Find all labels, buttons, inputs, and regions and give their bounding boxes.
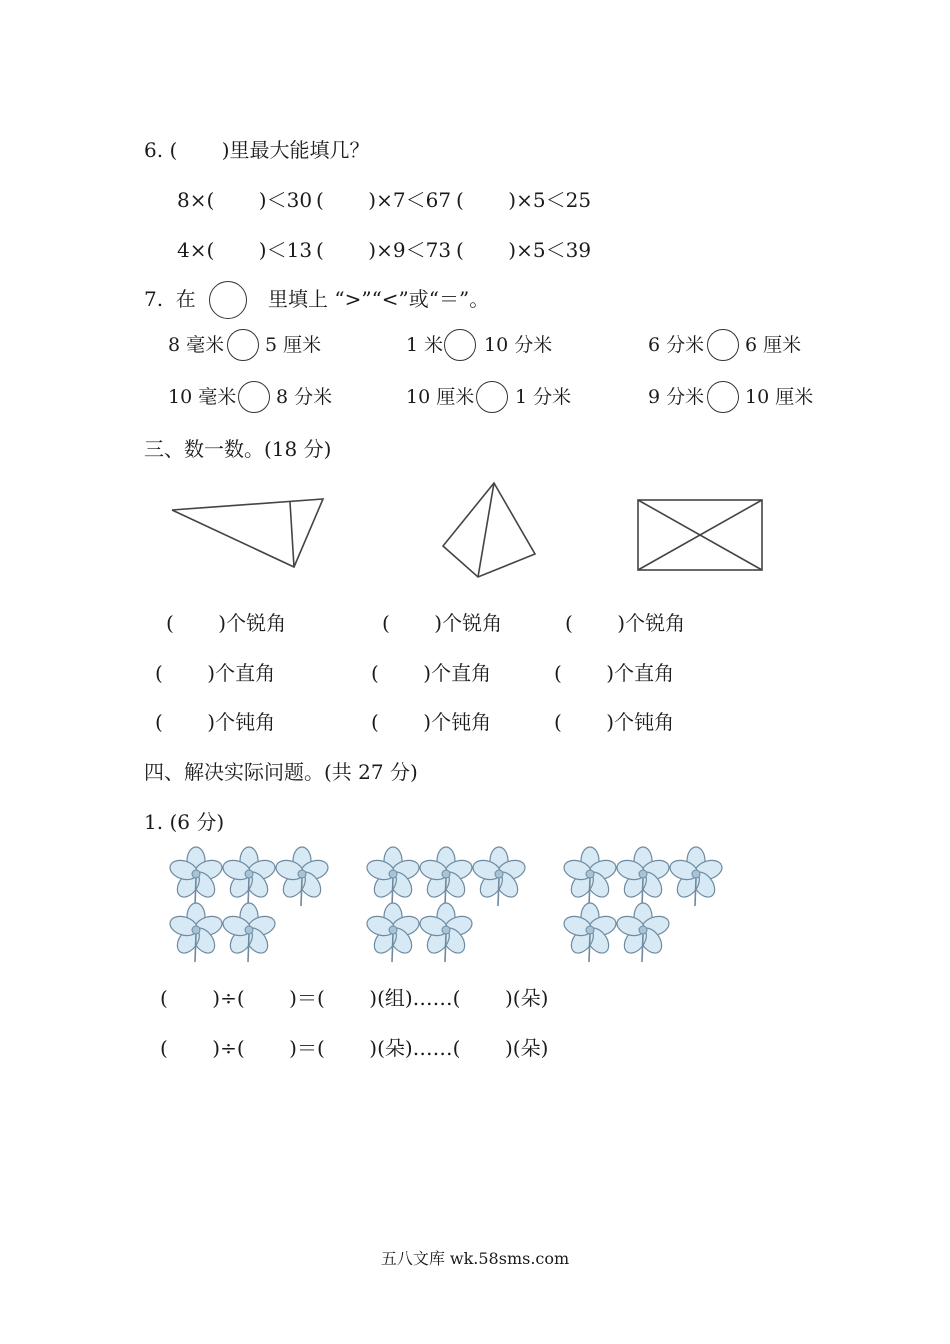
- equation-groups[interactable]: ( )÷( )＝( )(组)……( )(朵): [160, 986, 549, 1010]
- rectangle-figure: [630, 490, 770, 580]
- triangle-figure: [160, 490, 340, 580]
- compare-right: 6 厘米: [745, 334, 802, 356]
- compare-right: 10 分米: [484, 334, 553, 356]
- pyramid-figure: [430, 475, 540, 585]
- acute-blank[interactable]: ( )个锐角: [565, 611, 686, 635]
- compare-circle[interactable]: [707, 329, 739, 361]
- flowers-picture: [160, 840, 740, 970]
- equation-flowers[interactable]: ( )÷( )＝( )(朵)……( )(朵): [160, 1036, 549, 1060]
- q6-blank[interactable]: ( )×9＜73: [316, 238, 452, 262]
- compare-left: 1 米: [406, 334, 444, 356]
- q7-label: 7. 在: [144, 287, 196, 311]
- compare-circle[interactable]: [707, 381, 739, 413]
- flower-group-1: [168, 847, 331, 962]
- circle-icon: [209, 281, 247, 319]
- compare-right: 10 厘米: [745, 386, 814, 408]
- compare-circle[interactable]: [476, 381, 508, 413]
- section4-title: 四、解决实际问题。(共 27 分): [144, 760, 418, 784]
- q6-blank[interactable]: 4×( )＜13: [177, 238, 313, 262]
- acute-blank[interactable]: ( )个锐角: [166, 611, 287, 635]
- q6-blank[interactable]: ( )×7＜67: [316, 188, 452, 212]
- flower-group-2: [365, 847, 528, 962]
- compare-right: 1 分米: [515, 386, 572, 408]
- compare-circle[interactable]: [238, 381, 270, 413]
- q6-blank[interactable]: 8×( )＜30: [177, 188, 313, 212]
- obtuse-blank[interactable]: ( )个钝角: [554, 710, 675, 734]
- compare-left: 10 厘米: [406, 386, 475, 408]
- section3-title: 三、数一数。(18 分): [144, 437, 332, 461]
- compare-circle[interactable]: [444, 329, 476, 361]
- compare-circle[interactable]: [227, 329, 259, 361]
- q7-instruction: 里填上 “>”“<”或“＝”。: [268, 287, 490, 311]
- q6-title: 6. ( )里最大能填几？: [144, 138, 370, 162]
- right-angle-blank[interactable]: ( )个直角: [371, 661, 492, 685]
- flower-group-3: [562, 847, 725, 962]
- compare-left: 9 分米: [648, 386, 705, 408]
- footer-watermark: 五八文库 wk.58sms.com: [380, 1249, 570, 1268]
- obtuse-blank[interactable]: ( )个钝角: [155, 710, 276, 734]
- compare-right: 5 厘米: [265, 334, 322, 356]
- q6-blank[interactable]: ( )×5＜25: [456, 188, 592, 212]
- right-angle-blank[interactable]: ( )个直角: [155, 661, 276, 685]
- acute-blank[interactable]: ( )个锐角: [382, 611, 503, 635]
- compare-left: 6 分米: [648, 334, 705, 356]
- q6-blank[interactable]: ( )×5＜39: [456, 238, 592, 262]
- compare-left: 8 毫米: [168, 334, 225, 356]
- q1-label: 1. (6 分): [144, 810, 225, 834]
- obtuse-blank[interactable]: ( )个钝角: [371, 710, 492, 734]
- right-angle-blank[interactable]: ( )个直角: [554, 661, 675, 685]
- compare-right: 8 分米: [276, 386, 333, 408]
- compare-left: 10 毫米: [168, 386, 237, 408]
